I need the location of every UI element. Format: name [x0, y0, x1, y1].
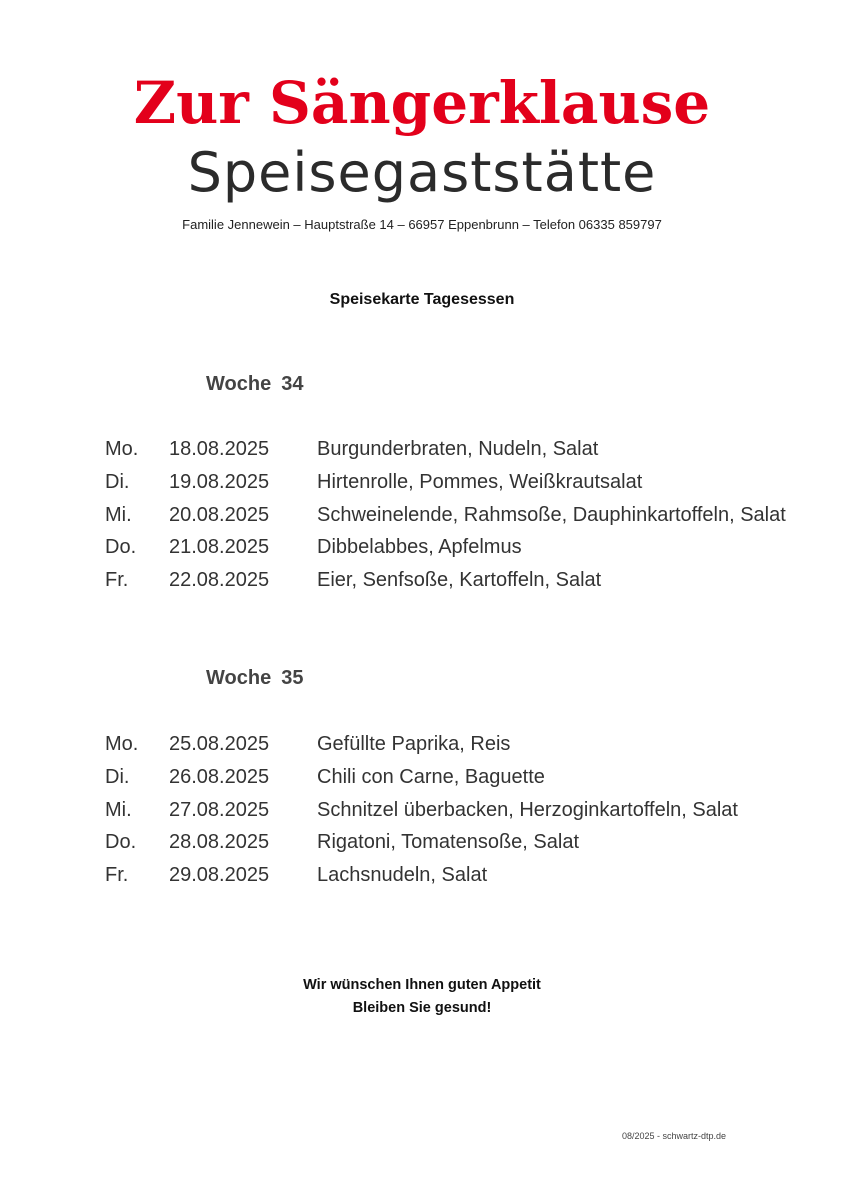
day-row — [105, 471, 825, 504]
day-row — [105, 504, 825, 537]
restaurant-name: Zur Sängerklause — [133, 69, 711, 137]
day-name: Mo. — [105, 733, 139, 755]
day-name: Di. — [105, 470, 130, 493]
menu-title: Speisekarte Tagesessen — [329, 291, 515, 308]
day-name: Mo. — [105, 438, 139, 460]
day-date: 19.08.2025 — [169, 470, 270, 493]
week-number: 34 — [281, 373, 304, 395]
week-34-days — [105, 438, 825, 602]
day-row — [105, 799, 825, 832]
day-date: 22.08.2025 — [169, 569, 270, 592]
day-row — [105, 733, 825, 766]
day-row — [105, 438, 825, 471]
day-dish: Dibbelabbes, Apfelmus — [317, 536, 522, 559]
address-line: Familie Jennewein – Hauptstraße 14 – 66957 Eppenbrunn – Telefon 06335 859797 — [182, 217, 662, 232]
day-dish: Rigatoni, Tomatensoße, Salat — [317, 831, 580, 854]
week-35-days — [105, 733, 825, 897]
day-dish: Burgunderbraten, Nudeln, Salat — [317, 438, 599, 460]
day-name: Do. — [105, 536, 137, 559]
day-dish: Eier, Senfsoße, Kartoffeln, Salat — [317, 569, 602, 592]
day-name: Fr. — [105, 864, 129, 887]
day-date: 26.08.2025 — [169, 765, 270, 788]
closing-line-1: Wir wünschen Ihnen guten Appetit — [303, 977, 541, 993]
day-name: Fr. — [105, 569, 129, 592]
day-row — [105, 536, 825, 569]
day-row — [105, 864, 825, 897]
closing-line-2: Bleiben Sie gesund! — [352, 1000, 492, 1016]
week-heading-34 — [206, 373, 303, 396]
footer-credit: 08/2025 - schwartz-dtp.de — [622, 1131, 727, 1141]
day-date: 20.08.2025 — [169, 503, 270, 526]
day-row — [105, 569, 825, 602]
day-dish: Schweinelende, Rahmsoße, Dauphinkartoffeln, Salat — [317, 503, 786, 526]
day-dish: Gefüllte Paprika, Reis — [317, 733, 511, 755]
day-date: 18.08.2025 — [169, 438, 270, 460]
day-name: Di. — [105, 765, 130, 788]
day-dish: Schnitzel überbacken, Herzoginkartoffeln, Salat — [317, 798, 738, 821]
day-date: 27.08.2025 — [169, 798, 270, 821]
week-label: Woche — [206, 667, 272, 689]
week-heading-35 — [206, 667, 303, 690]
day-row — [105, 831, 825, 864]
day-date: 28.08.2025 — [169, 831, 270, 854]
day-row — [105, 766, 825, 799]
day-dish: Lachsnudeln, Salat — [317, 864, 488, 887]
day-dish: Chili con Carne, Baguette — [317, 765, 545, 788]
week-label: Woche — [206, 373, 272, 395]
day-date: 25.08.2025 — [169, 733, 270, 755]
day-name: Do. — [105, 831, 137, 854]
restaurant-subtitle: Speisegaststätte — [187, 141, 657, 204]
day-dish: Hirtenrolle, Pommes, Weißkrautsalat — [317, 470, 643, 493]
week-number: 35 — [281, 667, 304, 689]
day-date: 21.08.2025 — [169, 536, 270, 559]
day-date: 29.08.2025 — [169, 864, 270, 887]
day-name: Mi. — [105, 798, 132, 821]
day-name: Mi. — [105, 503, 132, 526]
